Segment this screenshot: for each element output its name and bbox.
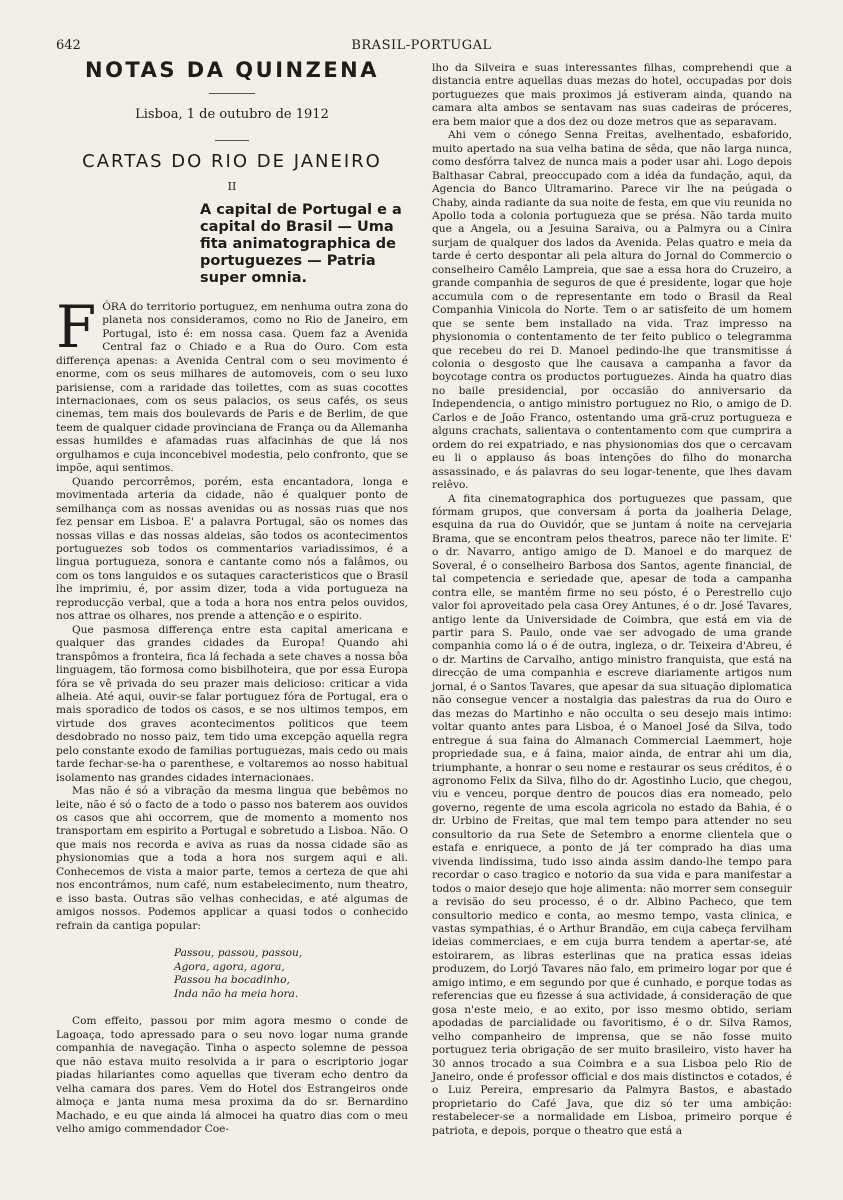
section-title: NOTAS DA QUINZENA — [85, 58, 379, 82]
paragraph: lho da Silveira e suas interessantes filhas, comprehendi que a distancia entre aquellas duas mezas do hotel, occupadas por dois portuguezes que mais proximos já estiveram ainda, quando na camara alta ambos se sentavam nas suas cadeiras de próceres, era bem maior que a dos dez ou doze metros que as separavam. — [432, 62, 792, 128]
verse-line: Agora, agora, agora, — [174, 960, 285, 973]
verse-line: Passou, passou, passou, — [174, 947, 303, 960]
paragraph: Que pasmosa differença entre esta capital americana e qualquer das grandes cidades da Europa! Quando ahi transpômos a fronteira, fica lá fechada a sete chaves a nossa bôa linguagem, tão formosa como bisbilhoteira, que por essa Europa fóra se vê privada do seu prazer mais delicioso: criticar a vida alheia. Até aqui, ouvir-se falar portuguez fóra de Portugal, era o mais sporadico de todos os casos, e se nos ultimos tempos, em virtude dos graves acontecimentos politicos que teem desdobrado no nosso paiz, tem tido uma excepção aquella regra pelo constante exodo de familias portuguezas, mais cedo ou mais tarde fechar-se-ha o parenthese, e voltaremos ao nosso habitual isolamento nas grandes cidades internacionaes. — [56, 623, 408, 784]
right-column — [432, 62, 792, 1138]
verse-quote — [174, 947, 408, 1001]
paragraph: Quando percorrêmos, porém, esta encantadora, longa e movimentada arteria da cidade, não é qualquer ponto de semilhança com as nossas avenidas ou as nossas ruas que nos fez pensar em Lisboa. E' a palavra Portugal, são os nomes das nossas villas e das nossas aldeias, são todos os acontecimentos portuguezes sob todos os commentarios variadissimos, é a lingua portugueza, sonora e cantante como nós a falâmos, ou com os tons languidos e os sutaques caracteristicos que o Brasil lhe imprimiu, é, por assim dizer, toda a vida portugueza na reproducção verbal, que a toda a hora nos entra pelos ouvidos, nos attrae os olhares, nos prende a attenção e o espirito. — [56, 475, 408, 623]
divider — [209, 93, 255, 94]
article-body-left — [56, 292, 408, 1137]
part-number: II — [227, 180, 237, 194]
divider — [215, 140, 249, 141]
page-number: 642 — [56, 38, 81, 53]
paragraph: A fita cinematographica dos portuguezes que passam, que fórmam grupos, que conversam á porta da joalheria Delage, esquina da rua do Ouvidór, que se juntam á noite na cervejaria Brama, que se encontram pelos theatros, parece não ter limite. E' o dr. Navarro, antigo amigo de D. Manoel e do marquez de Soveral, é o conselheiro Barbosa dos Santos, agente financial, de tal competencia e seriedade que, apesar de toda a campanha contra elle, se mantém firme no seu pósto, é o Perestrello cujo valor foi aproveitado pela casa Orey Antunes, é o dr. José Tavares, antigo lente da Universidade de Coimbra, que está em via de partir para S. Paulo, onde vae ser advogado de uma grande companhia como lá o é de outra, ingleza, o dr. Teixeira d'Abreu, é o dr. Martins de Carvalho, antigo ministro franquista, que está na direcção de uma companhia e escreve diariamente artigos num jornal, é o Santos Tavares, que apesar da sua situação diplomatica não consegue vencer a nostalgia das palestras da rua do Ouro e das mezas do Martinho e não occulta o seu desejo mais intimo: voltar quanto antes para Lisboa, é o Manoel José da Silva, todo entregue á sua faina do Almanach Commercial Laemmert, hoje propriedade sua, e á faina, maior ainda, de entrar ahi um dia, triumphante, a honrar o seu nome e restaurar os seus créditos, é o agronomo Felix da Silva, filho do dr. Agostinho Lucio, que chegou, viu e venceu, porque dentro de poucos dias era nomeado, pelo governo, regente de uma escola agricola no estado da Bahia, é o dr. Urbino de Freitas, que mal tem tempo para attender no seu consultorio da rua Sete de Setembro a enorme clientela que o estafa e enriquece, a ponto de já ter comprado ha dias uma vivenda lindissima, tudo isso ainda assim dando-lhe tempo para recordar o caso tragico e notorio da sua vida e para manifestar a todos o maior desejo que hoje alimenta: não morrer sem conseguir a revisão do seu processo, é o dr. Albino Pacheco, que tem consultorio medico e conta, ao mesmo tempo, vasta clinica, e vastas sympathias, é o Arthur Brandão, em cuja cabeça fervilham ideias commerciaes, e em cuja burra tendem a apertar-se, até estoirarem, as libras esterlinas que na pratica essas ideias produzem, do Lorjó Tavares não falo, em primeiro logar por que é amigo intimo, e em segundo por que é cunhado, e porque todas as referencias que eu fizesse á sua actividade, á consideração de que gosa n'este meio, e ao exito, por isso mesmo obtido, seriam apodadas de parcialidade ou favoritismo, é o dr. Silva Ramos, velho companheiro de imprensa, que se não fosse muito portuguez teria obrigação de ser muito brasileiro, visto haver ha 30 annos trocado a sua Coimbra e a sua Lisboa pelo Rio de Janeiro, onde é professor official e dos mais distinctos e cotados, é o Luiz Pereira, empresario da Palmyra Bastos, e abastado proprietario do Café Java, que diz só ter uma ambição: restabelecer-se a normalidade em Lisboa, primeiro porque é patriota, e depois, porque o theatro que está a — [432, 492, 793, 1137]
dateline: Lisboa, 1 de outubro de 1912 — [135, 107, 329, 123]
series-title: CARTAS DO RIO DE JANEIRO — [82, 150, 382, 172]
drop-cap: F — [56, 292, 97, 361]
verse-line: Inda não ha meia hora. — [174, 987, 299, 1000]
paragraph: Ahi vem o cónego Senna Freitas, avelhentado, esbaforido, muito apertado na sua velha batina de sêda, que não larga nunca, como desfórra talvez de nunca mais a poder usar ahi. Logo depois Balthasar Cabral, preoccupado com a idéa da fundação, aqui, da Agencia do Banco Ultramarino. Parece vir lhe na peúgada o Chaby, ainda radiante da sua noite de festa, em que viu reunida no Apollo toda a colonia portugueza que se présa. Não tarda muito que a Angela, ou a Jesuina Saraiva, ou a Palmyra ou a Cinira surjam de qualquer dos lados da Avenida. Pelas quatro e meia da tarde é certo despontar ali pela altura do Jornal do Commercio o conselheiro Camêlo Lampreia, que sae a essa hora do Cruzeiro, a grande companhia de seguros de que é presidente, logar que hoje accumula com o de representante em todo o Brasil da Real Companhia Vinicola do Norte. Tem o ar satisfeito de um homem que se sente bem installado na vida. Traz impresso na physionomia o contentamento de ter feito publico o telegramma que recebeu do rei D. Manoel pedindo-lhe que transmitisse á colonia o desgosto que lhe causava a campanha a favor da boycotage contra os productos portuguezes. Ainda ha quatro dias no baile presidencial, por occasião do anniversario da Independencia, o antigo ministro portuguez no Rio, o amigo de D. Carlos e de João Franco, ostentando uma grã-cruz portugueza e alguns crachats, salientava o contentamento com que cumprira a ordem do rei expatriado, e nas physionomias dos que o cercavam eu li o applauso ás boas intenções do filho do monarcha assassinado, e ás palavras do seu logar-tenente, que lhes davam relêvo. — [432, 129, 792, 492]
verse-line: Passou ha bocadinho, — [174, 974, 290, 987]
paragraph: ÓRA do territorio portuguez, em nenhuma outra zona do planeta nos consideramos, como no Rio de Janeiro, em Portugal, isto é: em nossa casa. Quem faz a Avenida Central faz o Chiado e a Rua do Ouro. Com esta differença apenas: a Avenida Central com o seu movimento é enorme, com os seus milhares de automoveis, com o seu luxo parisiense, com a raridade das toilettes, com as suas cocottes internacionaes, com os seus palacios, os seus cafés, os seus cinemas, tem mais dos boulevards de Paris e de Berlim, de que teem de qualquer cidade provinciana de França ou da Allemanha essas humildes e afamadas ruas alfacinhas de que lá nos orgulhamos e cuja inconcebivel modestia, pelo confronto, que se impõe, aqui sentimos. — [56, 300, 408, 475]
left-column — [56, 58, 408, 1137]
article-subtitle: A capital de Portugal e a capital do Brasil — Uma fita animatographica de portuguezes — Patria super omnia. — [200, 201, 402, 286]
paragraph: Com effeito, passou por mim agora mesmo o conde de Lagoaça, todo apressado para o seu novo logar numa grande companhia de navegação. Tinha o aspecto solemne de pessoa que não estava muito resolvida a ir para o escriptorio jogar piadas hilariantes como aquellas que tiveram echo dentro da velha camara dos pares. Vem do Hotel dos Estrangeiros onde almoça e janta numa mesa proxima da do sr. Bernardino Machado, e eu que ainda lá almocei ha quatro dias com o meu velho amigo commendador Coe- — [56, 1015, 408, 1136]
paragraph: Mas não é só a vibração da mesma lingua que bebêmos no leite, não é só o facto de a todo o passo nos baterem aos ouvidos os casos que ahi occorrem, que de momento a momento nos transportam em espirito a Portugal e sobretudo a Lisboa. Não. O que mais nos recorda e aviva as ruas da nossa cidade são as physionomias que a toda a hora nos surgem aqui e ali. Conhecemos de vista a maior parte, temos a certeza de que ahi nos encontrámos, num café, num estabelecimento, num theatro, e isso basta. Outras são velhas conhecidas, e até algumas de amigos nossos. Podemos applicar a quasi todos o conhecido refrain da cantiga popular: — [56, 785, 408, 932]
running-title: BRASIL-PORTUGAL — [351, 38, 492, 53]
